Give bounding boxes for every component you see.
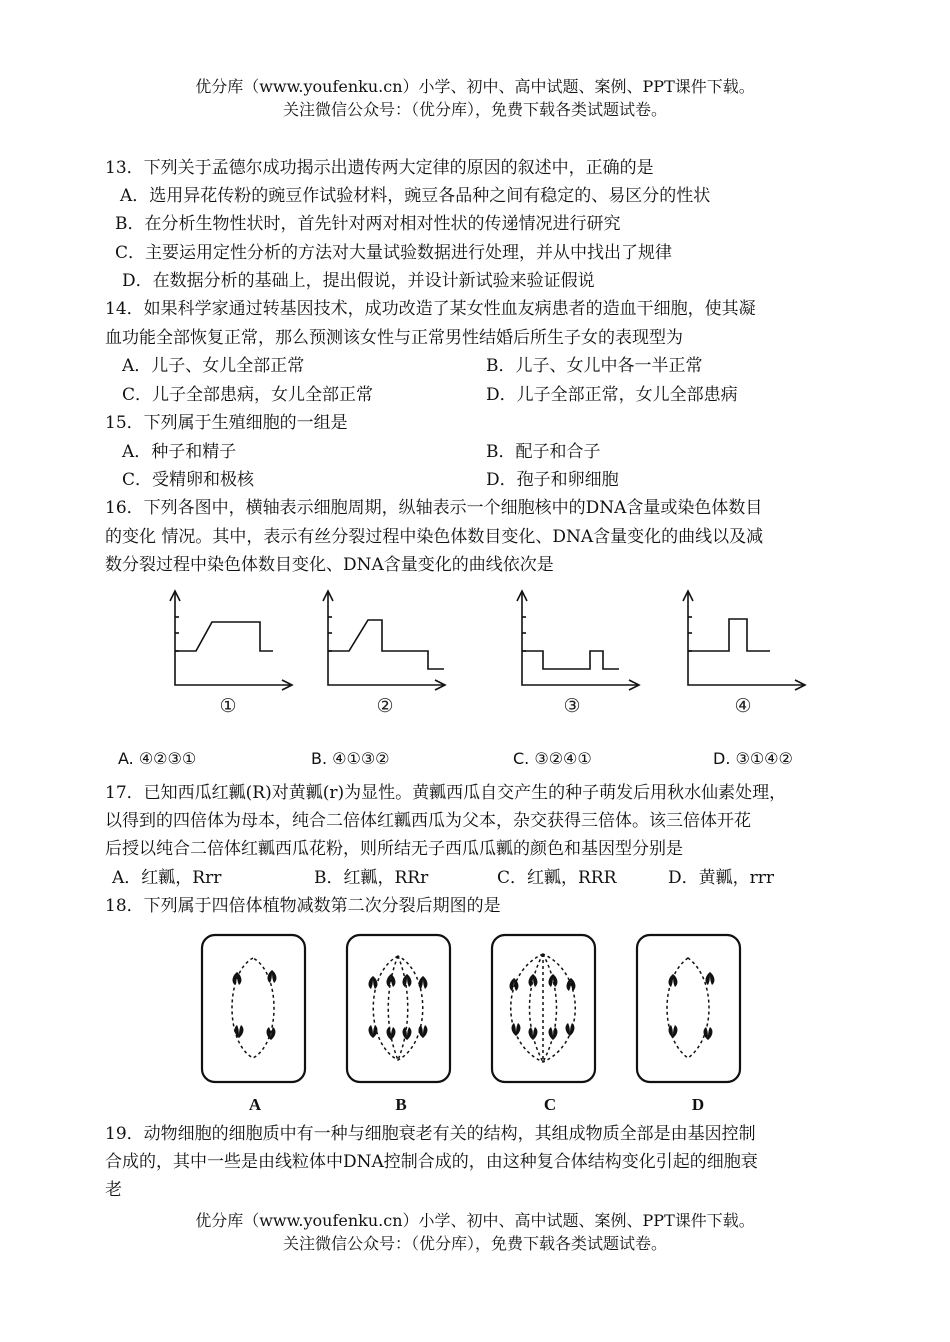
graph-label-2: ② — [376, 695, 394, 717]
q13-option-b: B．在分析生物性状时，首先针对两对相对性状的传递情况进行研究 — [115, 214, 621, 234]
q15-option-a: A．种子和精子 — [122, 442, 237, 462]
graph-label-4: ④ — [734, 695, 752, 717]
graph-label-1: ① — [219, 695, 237, 717]
q18-stem: 18．下列属于四倍体植物减数第二次分裂后期图的是 — [105, 896, 501, 916]
figure-label-a: A — [248, 1095, 262, 1114]
q16-option-b: B. ④①③② — [311, 749, 390, 768]
q16-option-d: D. ③①④② — [713, 749, 793, 768]
q14-option-c: C．儿子全部患病，女儿全部正常 — [122, 385, 374, 405]
graph-1 — [170, 591, 292, 690]
q17-stem-line-1: 17．已知西瓜红瓤(R)对黄瓤(r)为显性。黄瓤西瓜自交产生的种子萌发后用秋水仙素处理， — [105, 783, 787, 803]
q16-option-a: A. ④②③① — [118, 749, 197, 768]
q17-stem-line-3: 后授以纯合二倍体红瓤西瓜花粉，则所结无子西瓜瓜瓤的颜色和基因型分别是 — [105, 839, 683, 859]
graph-4 — [683, 591, 805, 690]
q19-stem-line-3: 老 — [105, 1180, 122, 1200]
q14-option-d: D．儿子全部正常，女儿全部患病 — [486, 385, 738, 405]
q16-stem-line-1: 16．下列各图中，横轴表示细胞周期，纵轴表示一个细胞核中的DNA含量或染色体数目 — [105, 498, 763, 518]
footer-line-1: 优分库（www.youfenku.cn）小学、初中、高中试题、案例、PPT课件下载。 — [195, 1211, 755, 1230]
q13-option-c: C．主要运用定性分析的方法对大量试验数据进行处理，并从中找出了规律 — [115, 243, 673, 263]
q16-stem-line-2: 的变化 情况。其中，表示有丝分裂过程中染色体数目变化、DNA含量变化的曲线以及减 — [105, 527, 764, 547]
q16-option-c: C. ③②④① — [513, 749, 592, 768]
q16-stem-line-3: 数分裂过程中染色体数目变化、DNA含量变化的曲线依次是 — [105, 555, 554, 575]
q19-stem-line-2: 合成的，其中一些是由线粒体中DNA控制合成的，由这种复合体结构变化引起的细胞衰 — [105, 1152, 758, 1172]
q13-stem: 13．下列关于孟德尔成功揭示出遗传两大定律的原因的叙述中，正确的是 — [105, 158, 654, 178]
footer-line-2: 关注微信公众号：（优分库），免费下载各类试题试卷。 — [282, 1234, 667, 1253]
q17-option-c: C．红瓤，RRR — [497, 868, 617, 888]
figure-label-c: C — [543, 1095, 557, 1114]
header-line-2: 关注微信公众号：（优分库），免费下载各类试题试卷。 — [282, 100, 667, 119]
figure-label-d: D — [691, 1095, 705, 1114]
cell-cycle-graphs — [160, 585, 860, 720]
figure-label-b: B — [395, 1095, 407, 1114]
figure-d-cell — [637, 935, 740, 1082]
q17-option-b: B．红瓤，RRr — [314, 868, 429, 888]
q17-option-d: D．黄瓤，rrr — [668, 868, 775, 888]
cell-division-figures — [195, 928, 755, 1118]
q15-option-b: B．配子和合子 — [486, 442, 601, 462]
q15-option-c: C．受精卵和极核 — [122, 470, 255, 490]
figure-a-cell — [202, 935, 305, 1082]
q14-stem-line-2: 血功能全部恢复正常，那么预测该女性与正常男性结婚后所生子女的表现型为 — [105, 328, 683, 348]
q14-stem-line-1: 14．如果科学家通过转基因技术，成功改造了某女性血友病患者的造血干细胞，使其凝 — [105, 299, 756, 319]
q13-option-a: A．选用异花传粉的豌豆作试验材料，豌豆各品种之间有稳定的、易区分的性状 — [120, 186, 711, 206]
header-line-1: 优分库（www.youfenku.cn）小学、初中、高中试题、案例、PPT课件下载。 — [195, 77, 755, 96]
q15-stem: 15．下列属于生殖细胞的一组是 — [105, 413, 348, 433]
q14-option-b: B．儿子、女儿中各一半正常 — [486, 356, 703, 376]
q19-stem-line-1: 19．动物细胞的细胞质中有一种与细胞衰老有关的结构，其组成物质全部是由基因控制 — [105, 1124, 756, 1144]
q17-stem-line-2: 以得到的四倍体为母本，纯合二倍体红瓤西瓜为父本，杂交获得三倍体。该三倍体开花 — [105, 811, 751, 831]
q14-option-a: A．儿子、女儿全部正常 — [122, 356, 305, 376]
q15-option-d: D．孢子和卵细胞 — [486, 470, 619, 490]
graph-3 — [517, 591, 639, 690]
q17-option-a: A．红瓤，Rrr — [112, 868, 222, 888]
graph-2 — [323, 591, 445, 690]
graph-label-3: ③ — [563, 695, 581, 717]
q13-option-d: D．在数据分析的基础上，提出假说，并设计新试验来验证假说 — [122, 271, 595, 291]
